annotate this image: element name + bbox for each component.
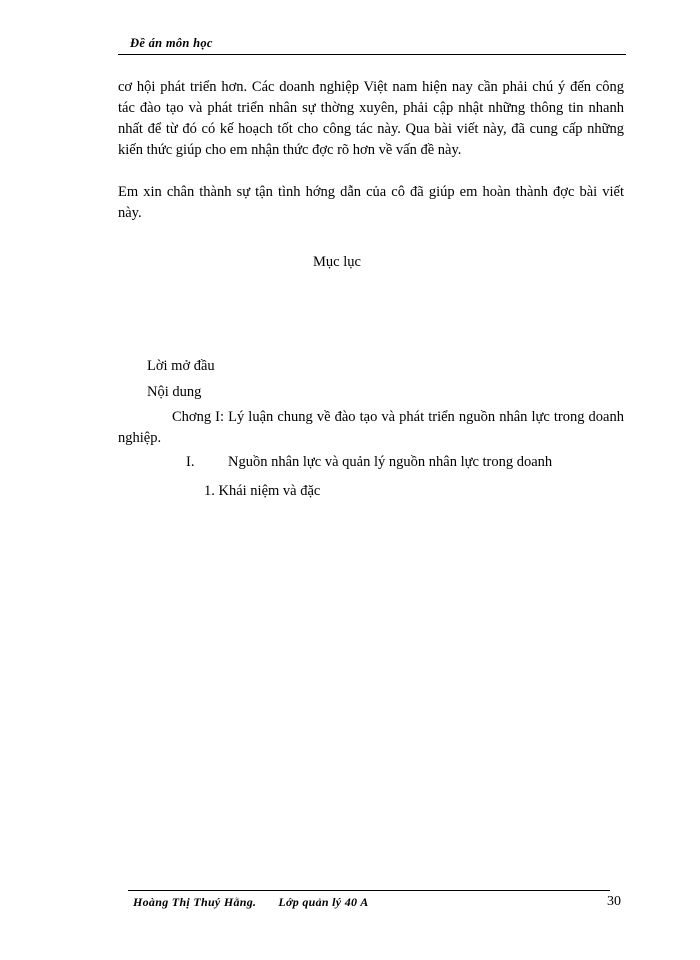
- toc-item-subsection-1: 1. Khái niệm và đặc: [204, 483, 321, 499]
- footer-line: [133, 895, 369, 910]
- footer-class: Lớp quản lý 40 A: [278, 895, 369, 909]
- toc-item-section-1: [186, 452, 552, 473]
- toc-item-content: Nội dung: [147, 384, 202, 400]
- footer-rule: [128, 890, 610, 891]
- toc-section-label: Nguồn nhân lực và quản lý nguồn nhân lực trong doanh: [228, 454, 553, 470]
- toc-section-number: I.: [186, 454, 195, 470]
- body-paragraph-1: cơ hội phát triển hơn. Các doanh nghiệp Việt nam hiện nay cần phải chú ý đến công tác đào tạo và phát triển nhân sự thờng xuyên, phải cập nhật những thông tin nhanh nhất để từ đó có kế hoạch tốt cho công tác này. Qua bài viết này, đã cung cấp những kiến thức giúp cho em nhận thức đợc rõ hơn về vấn đề này.: [118, 79, 624, 158]
- running-header: Đề án môn học: [130, 36, 213, 50]
- body-paragraph-2: Em xin chân thành sự tận tình hớng dẫn của cô đã giúp em hoàn thành đợc bài viết này.: [118, 184, 624, 221]
- header-rule: [118, 54, 626, 55]
- toc-title: Mục lục: [313, 254, 361, 270]
- footer-author: Hoàng Thị Thuý Hằng.: [133, 895, 257, 909]
- toc-item-chapter-1: Chơng I: Lý luận chung về đào tạo và phát triển nguồn nhân lực trong doanh nghiệp.: [118, 409, 624, 446]
- toc-item-intro: Lời mở đầu: [147, 358, 215, 374]
- page-number: 30: [607, 894, 621, 909]
